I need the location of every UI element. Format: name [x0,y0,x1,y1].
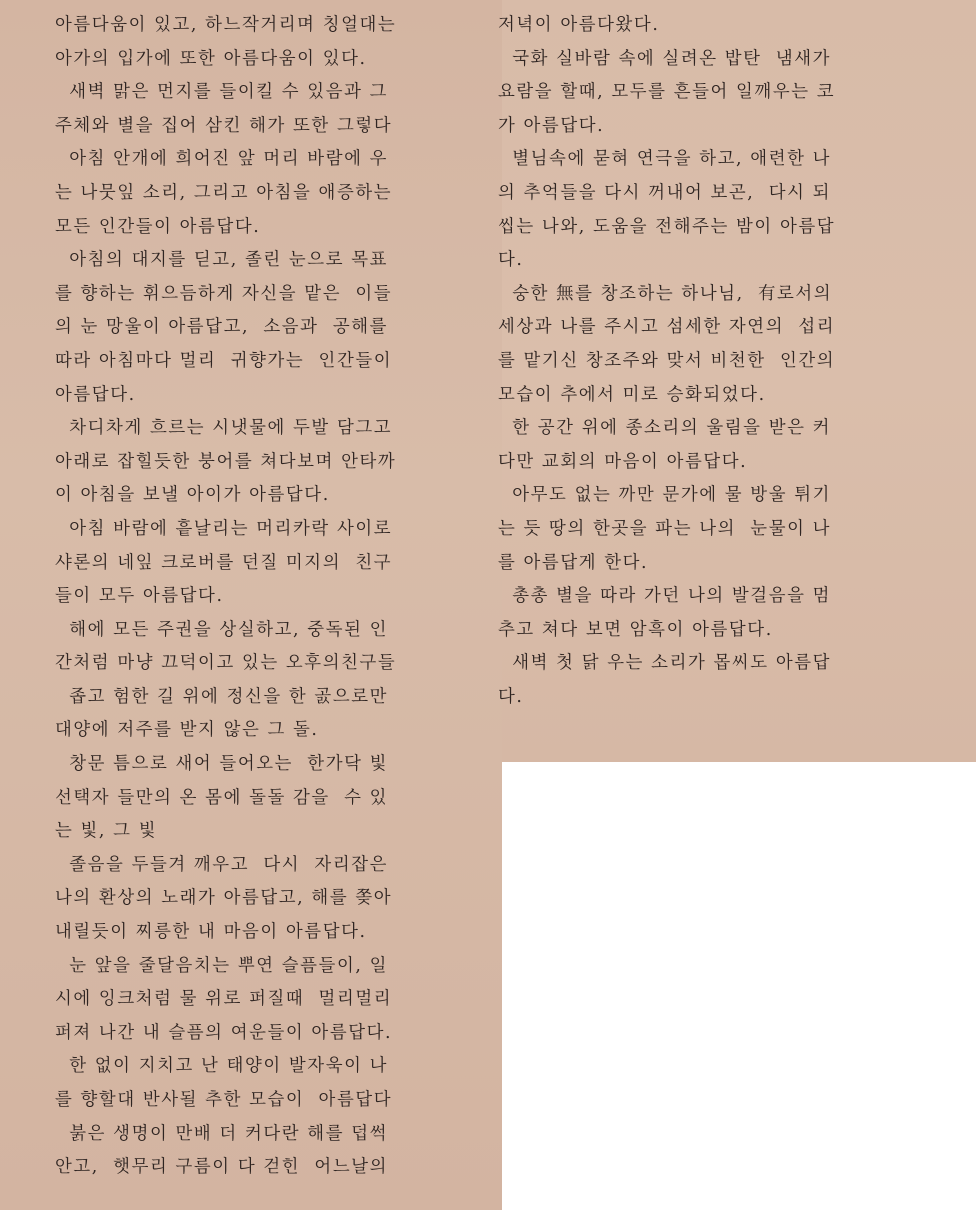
text-line: 숭한 無를 창조하는 하나님, 有로서의 [498,283,833,304]
text-line: 아침 안개에 희어진 앞 머리 바람에 우 [55,149,389,170]
text-line: 붉은 생명이 만배 더 커다란 해를 덥썩 [55,1123,389,1144]
text-line: 해에 모든 주권을 상실하고, 중독된 인 [55,619,389,640]
text-line: 다. [498,686,524,707]
text-line: 주체와 별을 집어 삼킨 해가 또한 그렇다 [55,115,393,136]
text-line: 샤론의 네잎 크로버를 던질 미지의 친구 [55,552,393,573]
text-line: 퍼져 나간 내 슬픔의 여운들이 아름답다. [55,1022,393,1043]
text-column-right [498,9,958,714]
text-line: 따라 아침마다 멀리 귀향가는 인간들이 [55,350,393,371]
text-line: 추고 쳐다 보면 암흑이 아름답다. [498,619,773,640]
text-line: 요람을 할때, 모두를 흔들어 일깨우는 코 [498,82,836,103]
text-line: 아름다움이 있고, 하느작거리며 칭얼대는 [55,15,397,35]
text-line: 의 눈 망울이 아름답고, 소음과 공해를 [55,317,389,338]
text-line: 씹는 나와, 도움을 전해주는 밤이 아름답 [498,216,836,237]
text-line: 간처럼 마냥 끄덕이고 있는 오후의친구들 [55,653,397,674]
text-line: 를 향하는 휘으듬하게 자신을 맡은 이들 [55,283,393,304]
text-line: 국화 실바람 속에 실려온 밥탄 냄새가 [498,48,832,69]
text-line: 선택자 들만의 온 몸에 돌돌 감을 수 있 [55,787,389,808]
text-line: 새벽 맑은 먼지를 들이킬 수 있음과 그 [55,82,389,103]
text-line: 창문 틈으로 새어 들어오는 한가닥 빛 [55,754,389,775]
text-line: 아침의 대지를 딛고, 졸린 눈으로 목표 [55,250,389,271]
text-line: 는 빛, 그 빛 [55,821,158,842]
text-line: 시에 잉크처럼 물 위로 퍼질때 멀리멀리 [55,989,393,1010]
text-line: 를 아름답게 한다. [498,552,649,573]
text-line: 내릴듯이 찌릉한 내 마음이 아름답다. [55,922,367,943]
text-line: 다만 교회의 마음이 아름답다. [498,451,748,472]
text-line: 졸음을 두들겨 깨우고 다시 자리잡은 [55,854,389,875]
text-column-left [55,9,455,1185]
text-line: 대양에 저주를 받지 않은 그 돌. [55,720,319,741]
text-line: 아무도 없는 까만 문가에 물 방울 튀기 [498,485,832,506]
text-line: 안고, 햇무리 구름이 다 걷힌 어느날의 [55,1157,389,1178]
text-line: 한 공간 위에 종소리의 울림을 받은 커 [498,418,832,439]
text-line: 한 없이 지치고 난 태양이 발자욱이 나 [55,1056,389,1077]
text-line: 는 나뭇잎 소리, 그리고 아침을 애증하는 [55,182,393,203]
text-line: 세상과 나를 주시고 섬세한 자연의 섭리 [498,317,836,338]
text-line: 는 듯 땅의 한곳을 파는 나의 눈물이 나 [498,518,832,539]
text-line: 좁고 험한 길 위에 정신을 한 곬으로만 [55,686,389,707]
text-line: 눈 앞을 줄달음치는 뿌연 슬픔들이, 일 [55,955,389,976]
text-line: 별님속에 묻혀 연극을 하고, 애련한 나 [498,149,832,170]
text-line: 아름답다. [55,384,136,405]
text-line: 모습이 추에서 미로 승화되었다. [498,384,766,405]
text-line: 아침 바람에 흩날리는 머리카락 사이로 [55,518,393,539]
text-line: 를 향할대 반사될 추한 모습이 아름답다 [55,1090,393,1110]
text-line: 아래로 잡힐듯한 붕어를 쳐다보며 안타까 [55,451,397,472]
text-line: 저녁이 아름다왔다. [498,15,660,35]
text-line: 의 추억들을 다시 꺼내어 보곤, 다시 되 [498,182,832,203]
text-line: 가 아름답다. [498,115,605,136]
page-scan-right [498,0,976,762]
text-line: 차디차게 흐르는 시냇물에 두발 담그고 [55,418,393,439]
text-line: 이 아침을 보낼 아이가 아름답다. [55,485,330,506]
text-line: 나의 환상의 노래가 아름답고, 해를 쫒아 [55,888,393,909]
text-line: 다. [498,250,524,271]
text-line: 모든 인간들이 아름답다. [55,216,261,237]
text-line: 새벽 첫 닭 우는 소리가 몹씨도 아름답 [498,653,832,674]
text-line: 들이 모두 아름답다. [55,586,224,607]
text-line: 총총 별을 따라 가던 나의 발걸음을 멈 [498,586,832,607]
text-line: 를 맡기신 창조주와 맞서 비천한 인간의 [498,350,836,371]
text-line: 아가의 입가에 또한 아름다움이 있다. [55,48,367,69]
